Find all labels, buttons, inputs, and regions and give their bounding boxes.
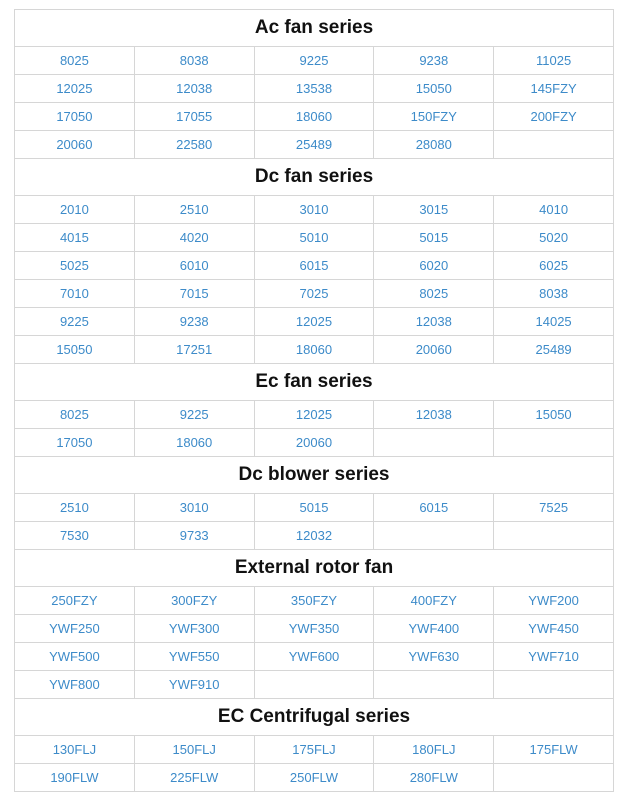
model-link[interactable]: 180FLJ — [374, 736, 494, 764]
table-row — [15, 196, 614, 224]
empty-cell — [374, 522, 494, 550]
table-row — [15, 252, 614, 280]
model-link[interactable]: 145FZY — [494, 75, 614, 103]
model-link[interactable]: YWF550 — [134, 643, 254, 671]
model-link[interactable]: YWF630 — [374, 643, 494, 671]
section-title: Ac fan series — [15, 10, 614, 47]
model-link[interactable]: 190FLW — [15, 764, 135, 792]
model-link[interactable]: 7530 — [15, 522, 135, 550]
model-link[interactable]: YWF250 — [15, 615, 135, 643]
model-link[interactable]: 2510 — [15, 494, 135, 522]
model-link[interactable]: 6015 — [254, 252, 374, 280]
section-title: External rotor fan — [15, 550, 614, 587]
model-link[interactable]: 22580 — [134, 131, 254, 159]
table-row — [15, 429, 614, 457]
table-row — [15, 336, 614, 364]
model-link[interactable]: 9238 — [374, 47, 494, 75]
table-row — [15, 47, 614, 75]
empty-cell — [494, 671, 614, 699]
empty-cell — [494, 131, 614, 159]
table-row — [15, 736, 614, 764]
model-link[interactable]: 7525 — [494, 494, 614, 522]
model-link[interactable]: 6025 — [494, 252, 614, 280]
table-row — [15, 764, 614, 792]
model-link[interactable]: 150FZY — [374, 103, 494, 131]
section-title: EC Centrifugal series — [15, 699, 614, 736]
model-link[interactable]: 7025 — [254, 280, 374, 308]
model-link[interactable]: 18060 — [254, 336, 374, 364]
section-header-row — [15, 550, 614, 587]
section-header-row — [15, 457, 614, 494]
model-link[interactable]: 8025 — [374, 280, 494, 308]
model-link[interactable]: YWF800 — [15, 671, 135, 699]
model-link[interactable]: 12038 — [374, 401, 494, 429]
table-row — [15, 522, 614, 550]
model-link[interactable]: 14025 — [494, 308, 614, 336]
model-link[interactable]: 20060 — [374, 336, 494, 364]
model-link[interactable]: 12038 — [374, 308, 494, 336]
model-link[interactable]: 175FLW — [494, 736, 614, 764]
model-link[interactable]: 9225 — [134, 401, 254, 429]
model-link[interactable]: 20060 — [254, 429, 374, 457]
model-link[interactable]: 15050 — [15, 336, 135, 364]
model-link[interactable]: 15050 — [494, 401, 614, 429]
model-link[interactable]: 12025 — [15, 75, 135, 103]
empty-cell — [494, 764, 614, 792]
model-link[interactable]: 4015 — [15, 224, 135, 252]
model-link[interactable]: YWF200 — [494, 587, 614, 615]
model-link[interactable]: 18060 — [254, 103, 374, 131]
model-link[interactable]: 25489 — [254, 131, 374, 159]
model-link[interactable]: 3010 — [134, 494, 254, 522]
table-row — [15, 615, 614, 643]
model-link[interactable]: 8025 — [15, 401, 135, 429]
model-link[interactable]: 8025 — [15, 47, 135, 75]
model-link[interactable]: 4020 — [134, 224, 254, 252]
model-link[interactable]: 5020 — [494, 224, 614, 252]
table-row — [15, 103, 614, 131]
model-link[interactable]: 250FLW — [254, 764, 374, 792]
model-link[interactable]: 7010 — [15, 280, 135, 308]
empty-cell — [254, 671, 374, 699]
model-link[interactable]: YWF600 — [254, 643, 374, 671]
section-header-row — [15, 10, 614, 47]
model-link[interactable]: 2010 — [15, 196, 135, 224]
table-row — [15, 280, 614, 308]
model-link[interactable]: 6010 — [134, 252, 254, 280]
model-link[interactable]: 9225 — [15, 308, 135, 336]
model-link[interactable]: YWF910 — [134, 671, 254, 699]
empty-cell — [494, 522, 614, 550]
model-link[interactable]: 20060 — [15, 131, 135, 159]
model-link[interactable]: YWF400 — [374, 615, 494, 643]
model-link[interactable]: 17251 — [134, 336, 254, 364]
model-link[interactable]: 11025 — [494, 47, 614, 75]
model-link[interactable]: 400FZY — [374, 587, 494, 615]
model-link[interactable]: YWF350 — [254, 615, 374, 643]
section-header-row — [15, 364, 614, 401]
model-link[interactable]: 15050 — [374, 75, 494, 103]
model-link[interactable]: 300FZY — [134, 587, 254, 615]
model-link[interactable]: 5010 — [254, 224, 374, 252]
model-link[interactable]: 8038 — [494, 280, 614, 308]
product-series-table — [14, 9, 614, 792]
model-link[interactable]: 2510 — [134, 196, 254, 224]
model-link[interactable]: 9733 — [134, 522, 254, 550]
model-link[interactable]: YWF500 — [15, 643, 135, 671]
model-link[interactable]: 18060 — [134, 429, 254, 457]
section-title: Dc fan series — [15, 159, 614, 196]
model-link[interactable]: 200FZY — [494, 103, 614, 131]
model-link[interactable]: 6020 — [374, 252, 494, 280]
model-link[interactable]: 5015 — [254, 494, 374, 522]
empty-cell — [374, 671, 494, 699]
table-row — [15, 308, 614, 336]
model-link[interactable]: 250FZY — [15, 587, 135, 615]
model-link[interactable]: 5015 — [374, 224, 494, 252]
model-link[interactable]: 175FLJ — [254, 736, 374, 764]
model-link[interactable]: 9238 — [134, 308, 254, 336]
section-header-row — [15, 159, 614, 196]
model-link[interactable]: YWF450 — [494, 615, 614, 643]
model-link[interactable]: 350FZY — [254, 587, 374, 615]
section-header-row — [15, 699, 614, 736]
table-row — [15, 401, 614, 429]
model-link[interactable]: YWF300 — [134, 615, 254, 643]
empty-cell — [374, 429, 494, 457]
model-link[interactable]: 7015 — [134, 280, 254, 308]
table-row — [15, 671, 614, 699]
model-link[interactable]: 25489 — [494, 336, 614, 364]
model-link[interactable]: 13538 — [254, 75, 374, 103]
section-title: Dc blower series — [15, 457, 614, 494]
model-link[interactable]: 3015 — [374, 196, 494, 224]
model-link[interactable]: 5025 — [15, 252, 135, 280]
model-link[interactable]: 28080 — [374, 131, 494, 159]
table-row — [15, 587, 614, 615]
model-link[interactable]: 6015 — [374, 494, 494, 522]
model-link[interactable]: 8038 — [134, 47, 254, 75]
model-link[interactable]: 225FLW — [134, 764, 254, 792]
model-link[interactable]: 17050 — [15, 429, 135, 457]
table-row — [15, 224, 614, 252]
model-link[interactable]: 150FLJ — [134, 736, 254, 764]
model-link[interactable]: 12025 — [254, 401, 374, 429]
table-row — [15, 494, 614, 522]
model-link[interactable]: 3010 — [254, 196, 374, 224]
model-link[interactable]: 17050 — [15, 103, 135, 131]
table-row — [15, 75, 614, 103]
table-row — [15, 131, 614, 159]
empty-cell — [494, 429, 614, 457]
model-link[interactable]: 12038 — [134, 75, 254, 103]
model-link[interactable]: YWF710 — [494, 643, 614, 671]
model-link[interactable]: 280FLW — [374, 764, 494, 792]
model-link[interactable]: 17055 — [134, 103, 254, 131]
model-link[interactable]: 12032 — [254, 522, 374, 550]
section-title: Ec fan series — [15, 364, 614, 401]
model-link[interactable]: 4010 — [494, 196, 614, 224]
model-link[interactable]: 130FLJ — [15, 736, 135, 764]
model-link[interactable]: 12025 — [254, 308, 374, 336]
model-link[interactable]: 9225 — [254, 47, 374, 75]
table-row — [15, 643, 614, 671]
